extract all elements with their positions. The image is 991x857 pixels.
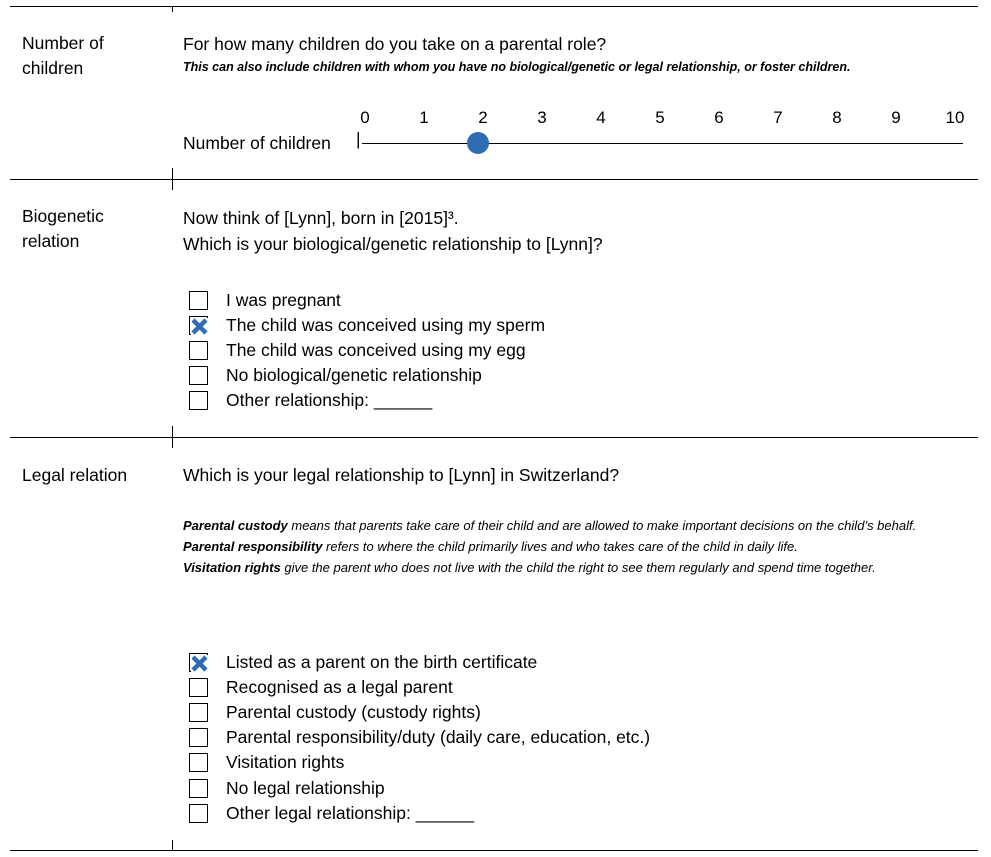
checkbox-option[interactable] <box>189 802 474 824</box>
checkbox-label: Visitation rights <box>226 752 345 773</box>
checkbox-label: No biological/genetic relationship <box>226 365 482 386</box>
slider-tick-label: 3 <box>537 108 547 127</box>
checkbox-icon[interactable] <box>189 804 208 823</box>
checkbox-icon[interactable] <box>189 779 208 798</box>
table-bottom-border <box>10 850 978 851</box>
checkbox-icon[interactable] <box>189 366 208 385</box>
question-biogenetic-line1: Now think of [Lynn], born in [2015]³. <box>183 208 459 228</box>
row-divider <box>10 437 978 438</box>
slider-tick-label: 1 <box>419 108 429 127</box>
checkbox-checked-icon[interactable] <box>189 316 208 335</box>
slider-tick-label: 2 <box>478 108 488 127</box>
definition-parental-responsibility: Parental responsibility refers to where the child primarily lives and who takes care of the child in daily life. <box>183 539 798 554</box>
checkbox-option[interactable] <box>189 676 453 698</box>
checkbox-option[interactable] <box>189 651 537 673</box>
checkbox-option[interactable] <box>189 727 650 749</box>
question-note: This can also include children with whom you have no biological/genetic or legal relationship, or foster children. <box>183 60 851 74</box>
slider-tick-label: 7 <box>773 108 783 127</box>
checkbox-label: I was pregnant <box>226 289 341 310</box>
checkbox-option[interactable] <box>189 289 341 311</box>
checkbox-icon[interactable] <box>189 753 208 772</box>
checkbox-icon[interactable] <box>189 678 208 697</box>
checkbox-option[interactable] <box>189 365 482 387</box>
slider-track[interactable] <box>362 143 963 144</box>
column-divider <box>172 840 173 850</box>
question-biogenetic-line2: Which is your biological/genetic relationship to [Lynn]? <box>183 234 603 254</box>
checkbox-icon[interactable] <box>189 291 208 310</box>
table-top-border <box>10 6 978 7</box>
column-divider <box>172 168 173 190</box>
checkbox-icon[interactable] <box>189 341 208 360</box>
slider-tick-label: 0 <box>360 108 370 127</box>
slider-tick-label: 9 <box>891 108 901 127</box>
checkbox-label: Parental custody (custody rights) <box>226 701 481 722</box>
slider-tick-label: 6 <box>714 108 724 127</box>
checkbox-option[interactable] <box>189 339 526 361</box>
definition-visitation-rights: Visitation rights give the parent who does not live with the child the right to see them regularly and spend time together. <box>183 560 876 575</box>
checkbox-label: Parental responsibility/duty (daily care, education, etc.) <box>226 727 651 748</box>
row-label-biogenetic-relation: Biogenetic relation <box>22 206 104 251</box>
slider-label: Number of children <box>183 133 331 153</box>
checkbox-icon[interactable] <box>189 391 208 410</box>
checkbox-label: The child was conceived using my egg <box>226 339 526 360</box>
checkbox-label: Other legal relationship: ______ <box>226 802 475 823</box>
checkbox-icon[interactable] <box>189 728 208 747</box>
checkbox-option[interactable] <box>189 314 545 336</box>
slider-start-marker: | <box>356 129 361 149</box>
checkbox-option[interactable] <box>189 777 385 799</box>
column-divider <box>172 426 173 448</box>
checkbox-label: Recognised as a legal parent <box>226 676 453 697</box>
slider-handle[interactable] <box>467 132 489 154</box>
row-divider <box>10 179 978 180</box>
slider-tick-label: 4 <box>596 108 606 127</box>
question-legal-relation: Which is your legal relationship to [Lynn] in Switzerland? <box>183 465 620 485</box>
question-number-of-children: For how many children do you take on a parental role? <box>183 34 607 54</box>
row-label-number-of-children: Number of children <box>22 33 104 78</box>
checkbox-option[interactable] <box>189 752 344 774</box>
slider-tick-label: 10 <box>945 108 965 127</box>
legal-definitions <box>183 515 967 578</box>
checkbox-label: Other relationship: ______ <box>226 390 433 411</box>
checkbox-option[interactable] <box>189 390 432 412</box>
column-divider <box>172 6 173 12</box>
checkbox-label: Listed as a parent on the birth certificate <box>226 651 538 672</box>
checkbox-label: No legal relationship <box>226 777 385 798</box>
slider-tick-label: 5 <box>655 108 665 127</box>
checkbox-option[interactable] <box>189 701 481 723</box>
checkbox-label: The child was conceived using my sperm <box>226 314 546 335</box>
definition-parental-custody: Parental custody means that parents take care of their child and are allowed to make important decisions on the child’s behalf. <box>183 518 917 533</box>
checkbox-icon[interactable] <box>189 703 208 722</box>
checkbox-checked-icon[interactable] <box>189 653 208 672</box>
slider-tick-label: 8 <box>832 108 842 127</box>
row-label-legal-relation: Legal relation <box>22 465 128 485</box>
